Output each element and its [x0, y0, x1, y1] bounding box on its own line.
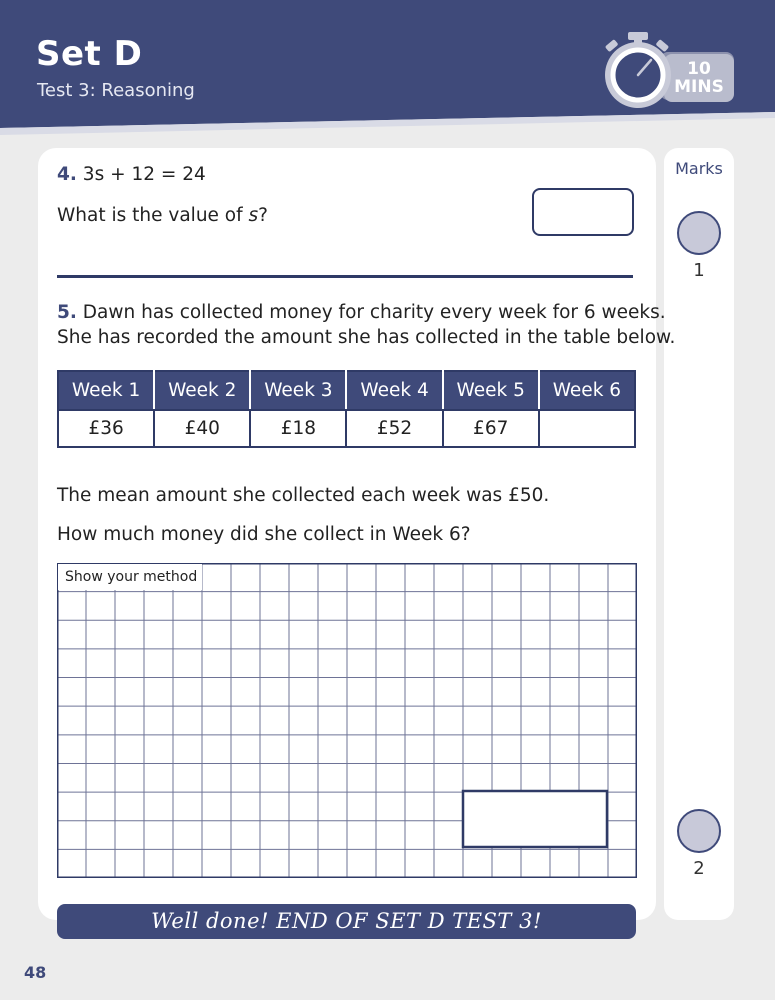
q5-mark-number: 2: [693, 858, 705, 879]
q5-question: How much money did she collect in Week 6?: [57, 524, 471, 545]
q4-answer-box[interactable]: [532, 188, 634, 236]
q4-number: 4.: [57, 164, 77, 185]
method-working-grid[interactable]: [57, 563, 637, 878]
table-header-week5: Week 5: [443, 371, 539, 410]
money-table: [57, 370, 636, 448]
q4-mark-number: 1: [693, 260, 705, 281]
q4-prompt: [57, 203, 268, 229]
q4-mark-circle: [677, 211, 721, 255]
table-cell-week6-blank[interactable]: [539, 410, 635, 447]
marks-title: Marks: [675, 159, 723, 178]
table-cell-week4: £52: [346, 410, 442, 447]
q5-answer-box[interactable]: [463, 791, 607, 847]
q4-prompt-text: What is the value of: [57, 205, 249, 226]
table-cell-week2: £40: [154, 410, 250, 447]
table-header-row: [58, 371, 635, 410]
table-header-week3: Week 3: [250, 371, 346, 410]
q4-prompt-variable: s: [248, 205, 259, 226]
end-banner: Well done! END OF SET D TEST 3!: [57, 904, 636, 939]
table-cell-week1: £36: [58, 410, 154, 447]
question-divider: [57, 275, 633, 278]
timer-label: [668, 55, 730, 101]
q5-mark-circle: [677, 809, 721, 853]
q5-intro-line1: [57, 300, 666, 326]
table-header-week4: Week 4: [346, 371, 442, 410]
method-label: Show your method: [58, 564, 202, 590]
timer-value: 10: [687, 59, 711, 79]
q5-number: 5.: [57, 302, 77, 323]
page-title: Set D: [36, 34, 143, 74]
timer-unit: MINS: [674, 77, 724, 97]
table-row: [58, 410, 635, 447]
page-subtitle: Test 3: Reasoning: [37, 80, 195, 101]
q4-equation-line: [57, 162, 206, 188]
table-cell-week3: £18: [250, 410, 346, 447]
table-header-week6: Week 6: [539, 371, 635, 410]
q5-line1: Dawn has collected money for charity every week for 6 weeks.: [82, 302, 666, 323]
q5-mean-statement: The mean amount she collected each week was £50.: [57, 485, 550, 506]
q5-line2: She has recorded the amount she has collected in the table below.: [57, 327, 676, 348]
page-number: 48: [24, 963, 47, 982]
table-header-week1: Week 1: [58, 371, 154, 410]
table-header-week2: Week 2: [154, 371, 250, 410]
q4-equation: 3s + 12 = 24: [82, 164, 206, 185]
table-cell-week5: £67: [443, 410, 539, 447]
q4-prompt-end: ?: [258, 205, 268, 226]
